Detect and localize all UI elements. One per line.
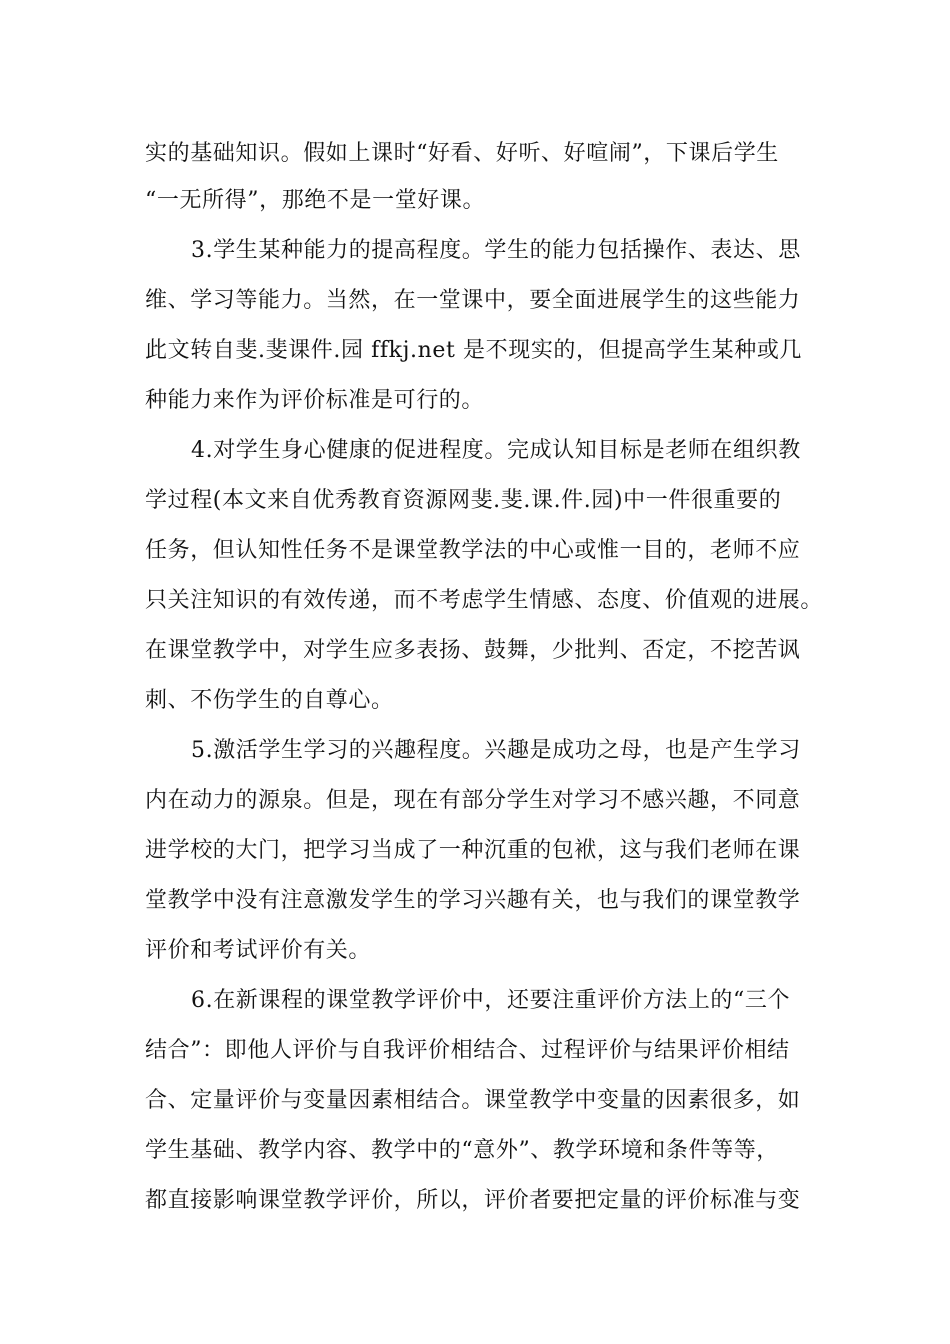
text-line: 学过程(本文来自优秀教育资源网斐.斐.课.件.园)中一件很重要的 [145,488,782,513]
text-line: 刺、不伤学生的自尊心。 [145,688,394,713]
text-line: 在课堂教学中，对学生应多表扬、鼓舞，少批判、否定，不挖苦讽 [145,638,801,663]
text-line: 实的基础知识。假如上课时“好看、好听、好喧闹”，下课后学生 [145,141,779,166]
paragraph-4-first-line: 4.对学生身心健康的促进程度。完成认知目标是老师在组织教 [191,438,801,463]
text-line: 合、定量评价与变量因素相结合。课堂教学中变量的因素很多，如 [145,1088,801,1113]
text-line: 任务，但认知性任务不是课堂教学法的中心或惟一目的，老师不应 [145,538,801,563]
paragraph-5-first-line: 5.激活学生学习的兴趣程度。兴趣是成功之母，也是产生学习 [191,738,801,763]
text-line: 种能力来作为评价标准是可行的。 [145,388,485,413]
text-line: 堂教学中没有注意激发学生的学习兴趣有关，也与我们的课堂教学 [145,888,801,913]
text-line: 结合”：即他人评价与自我评价相结合、过程评价与结果评价相结 [145,1038,790,1063]
text-line: 评价和考试评价有关。 [145,938,372,963]
text-line: 只关注知识的有效传递，而不考虑学生情感、态度、价值观的进展。 [145,588,824,613]
text-line: 维、学习等能力。当然，在一堂课中，要全面进展学生的这些能力 [145,288,801,313]
text-line: 此文转自斐.斐课件.园 ffkj.net 是不现实的，但提高学生某种或几 [145,338,803,363]
paragraph-3-first-line: 3.学生某种能力的提高程度。学生的能力包括操作、表达、思 [191,238,801,263]
paragraph-6-first-line: 6.在新课程的课堂教学评价中，还要注重评价方法上的“三个 [191,988,791,1013]
text-line: 都直接影响课堂教学评价，所以，评价者要把定量的评价标准与变 [145,1188,801,1213]
text-line: 学生基础、教学内容、教学中的“意外”、教学环境和条件等等， [145,1138,779,1163]
text-line: “一无所得”，那绝不是一堂好课。 [145,188,486,213]
text-line: 进学校的大门，把学习当成了一种沉重的包袱，这与我们老师在课 [145,838,801,863]
text-line: 内在动力的源泉。但是，现在有部分学生对学习不感兴趣，不同意 [145,788,801,813]
